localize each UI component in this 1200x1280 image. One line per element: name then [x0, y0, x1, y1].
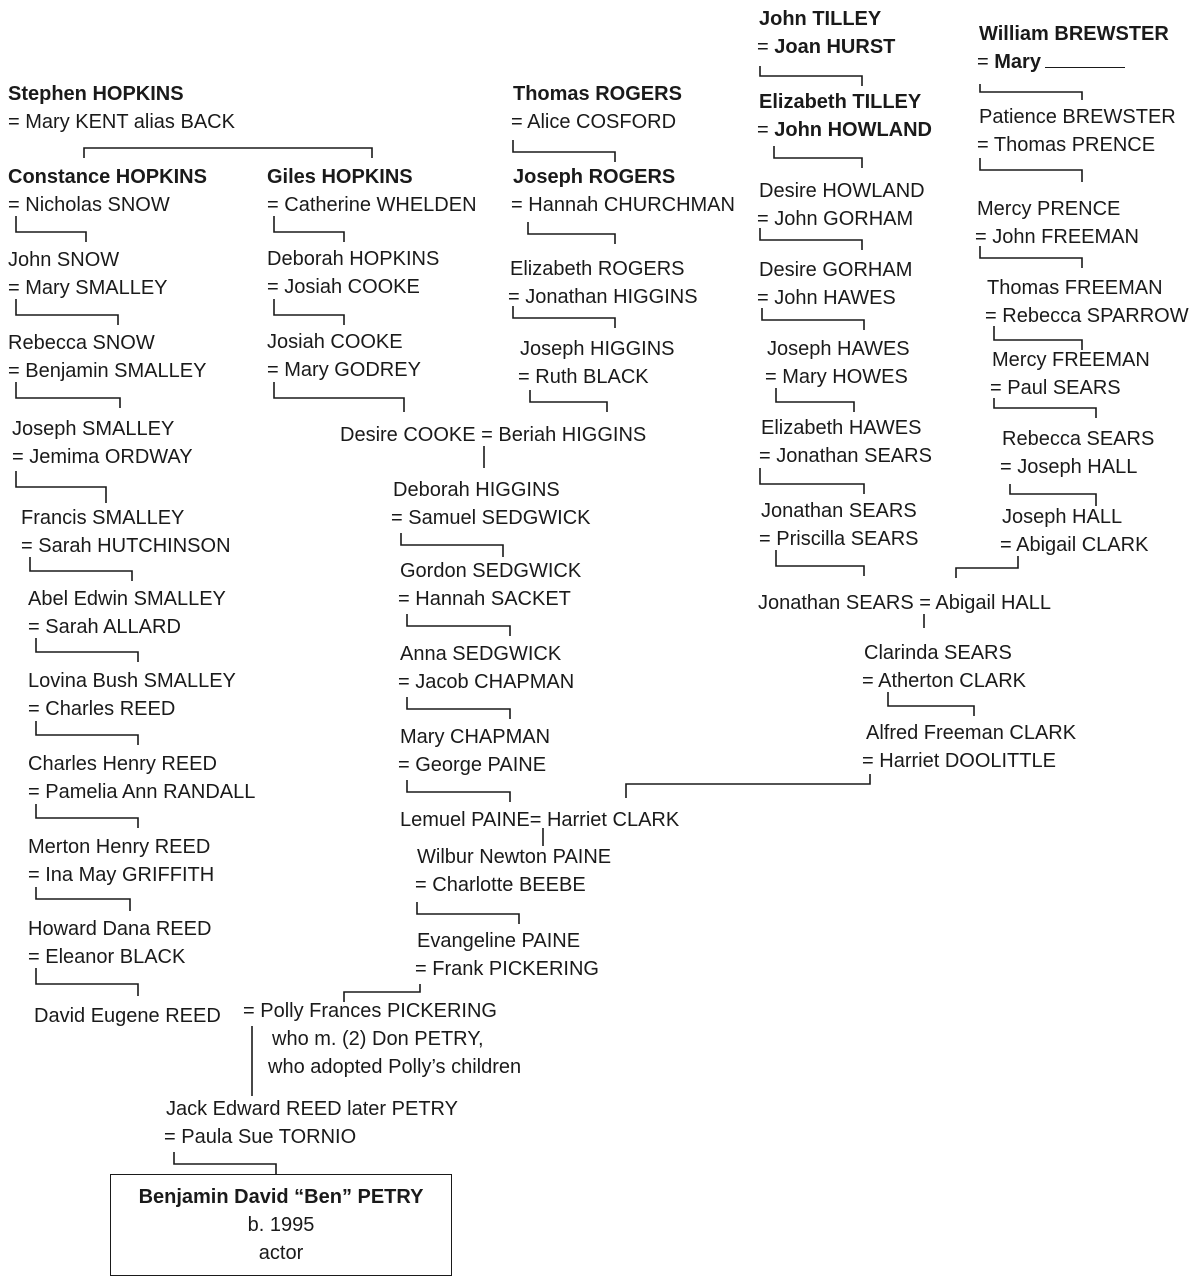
mary-godrey-name: Mary GODREY	[284, 359, 421, 381]
marriage-sign: =	[398, 671, 410, 693]
charles-reed	[28, 697, 175, 721]
sarah-allard	[28, 615, 181, 639]
gordon-sedgwick: Gordon SEDGWICK	[400, 560, 582, 582]
jemima-ordway-name: Jemima ORDWAY	[29, 446, 193, 468]
mary-brewster	[977, 50, 1125, 74]
jonathan-sears-3-name: Jonathan SEARS	[758, 592, 914, 614]
harriet-doolittle-name: Harriet DOOLITTLE	[879, 750, 1056, 772]
marriage-sign: =	[975, 226, 987, 248]
john-freeman	[975, 225, 1139, 249]
marriage-sign: =	[243, 1000, 255, 1022]
polly-adoption-note: who adopted Polly’s children	[268, 1056, 522, 1078]
marriage-sign: =	[757, 119, 769, 141]
john-hawes	[757, 286, 896, 310]
jonathan-sears-2: Jonathan SEARS	[761, 500, 917, 522]
atherton-clark	[862, 669, 1026, 693]
john-howland-name: John HOWLAND	[774, 119, 933, 141]
joan-hurst-name: Joan HURST	[774, 36, 896, 58]
jonathan-higgins	[508, 285, 698, 309]
josiah-cooke-2: Josiah COOKE	[267, 331, 403, 353]
marriage-sign: =	[8, 111, 20, 133]
subject-box	[110, 1174, 452, 1276]
thomas-prence	[977, 133, 1155, 157]
ina-may-griffith	[28, 863, 214, 887]
catherine-whelden	[267, 193, 477, 217]
marriage-sign: =	[977, 51, 989, 73]
josiah-cooke-1	[267, 275, 420, 299]
charles-henry-reed: Charles Henry REED	[28, 753, 217, 775]
benjamin-smalley-name: Benjamin SMALLEY	[25, 360, 207, 382]
marriage-sign: =	[759, 445, 771, 467]
paula-sue-tornio-name: Paula Sue TORNIO	[181, 1126, 357, 1148]
subject-name: Benjamin David “Ben” PETRY	[138, 1186, 424, 1208]
alice-cosford-name: Alice COSFORD	[527, 111, 677, 133]
pamelia-ann-randall-name: Pamelia Ann RANDALL	[45, 781, 256, 803]
priscilla-sears-name: Priscilla SEARS	[776, 528, 919, 550]
polly-remarriage-note: who m. (2) Don PETRY,	[272, 1028, 484, 1050]
mary-kent-name: Mary KENT alias BACK	[25, 111, 235, 133]
marriage-sign: =	[862, 670, 874, 692]
deborah-higgins: Deborah HIGGINS	[393, 479, 560, 501]
marriage-sign: =	[398, 588, 410, 610]
sarah-hutchinson	[21, 534, 231, 558]
hannah-sacket	[398, 587, 571, 611]
mary-howes-name: Mary HOWES	[782, 366, 908, 388]
joseph-smalley: Joseph SMALLEY	[12, 418, 175, 440]
john-freeman-name: John FREEMAN	[992, 226, 1139, 248]
david-eugene-reed: David Eugene REED	[34, 1005, 221, 1027]
marriage-sign: =	[977, 134, 989, 156]
jacob-chapman	[398, 670, 574, 694]
beriah-higgins-name: Beriah HIGGINS	[498, 424, 647, 446]
marriage-sign: =	[765, 366, 777, 388]
anna-sedgwick: Anna SEDGWICK	[400, 643, 562, 665]
lemuel-paine-harriet-clark	[400, 808, 679, 832]
jack-edward-reed: Jack Edward REED later PETRY	[166, 1098, 458, 1120]
marriage-sign: =	[508, 286, 520, 308]
hannah-churchman	[511, 193, 735, 217]
marriage-sign: =	[267, 276, 279, 298]
charlotte-beebe	[415, 873, 586, 897]
marriage-sign: =	[990, 377, 1002, 399]
merton-henry-reed: Merton Henry REED	[28, 836, 211, 858]
marriage-sign: =	[391, 507, 403, 529]
george-paine-name: George PAINE	[415, 754, 547, 776]
howard-dana-reed: Howard Dana REED	[28, 918, 212, 940]
mary-smalley	[8, 276, 168, 300]
catherine-whelden-name: Catherine WHELDEN	[284, 194, 477, 216]
mary-brewster-name: Mary	[994, 51, 1041, 73]
paula-sue-tornio	[164, 1125, 356, 1149]
hannah-churchman-name: Hannah CHURCHMAN	[528, 194, 735, 216]
george-paine	[398, 753, 546, 777]
lemuel-paine-name: Lemuel PAINE	[400, 809, 530, 831]
joseph-hall-1-name: Joseph HALL	[1017, 456, 1138, 478]
wilbur-newton-paine: Wilbur Newton PAINE	[417, 846, 612, 868]
ruth-black-name: Ruth BLACK	[535, 366, 649, 388]
marriage-sign: =	[985, 305, 997, 327]
marriage-sign: =	[415, 874, 427, 896]
marriage-sign: =	[267, 359, 279, 381]
polly-frances-pickering	[243, 999, 497, 1023]
priscilla-sears	[759, 527, 919, 551]
stephen-hopkins: Stephen HOPKINS	[8, 83, 184, 105]
alice-cosford	[511, 110, 676, 134]
samuel-sedgwick	[391, 506, 591, 530]
joseph-hall-2: Joseph HALL	[1002, 506, 1123, 528]
eleanor-black	[28, 945, 185, 969]
mercy-prence: Mercy PRENCE	[977, 198, 1121, 220]
rebecca-sears: Rebecca SEARS	[1002, 428, 1155, 450]
atherton-clark-name: Atherton CLARK	[878, 670, 1026, 692]
marriage-sign: =	[398, 754, 410, 776]
mary-smalley-name: Mary SMALLEY	[25, 277, 168, 299]
abigail-clark	[1000, 533, 1148, 557]
francis-smalley: Francis SMALLEY	[21, 507, 185, 529]
marriage-sign: =	[28, 616, 40, 638]
marriage-sign: =	[759, 528, 771, 550]
john-howland	[757, 118, 932, 142]
marriage-sign: =	[919, 592, 931, 614]
paul-sears-name: Paul SEARS	[1007, 377, 1121, 399]
marriage-sign: =	[481, 424, 493, 446]
nicholas-snow-name: Nicholas SNOW	[25, 194, 170, 216]
william-brewster: William BREWSTER	[979, 23, 1169, 45]
marriage-sign: =	[862, 750, 874, 772]
john-gorham	[757, 207, 913, 231]
abel-edwin-smalley: Abel Edwin SMALLEY	[28, 588, 226, 610]
abigail-clark-name: Abigail CLARK	[1016, 534, 1149, 556]
abigail-hall-name: Abigail HALL	[935, 592, 1051, 614]
patience-brewster: Patience BREWSTER	[979, 106, 1176, 128]
joseph-hawes: Joseph HAWES	[767, 338, 910, 360]
marriage-sign: =	[1000, 456, 1012, 478]
frank-pickering-name: Frank PICKERING	[432, 958, 599, 980]
marriage-sign: =	[518, 366, 530, 388]
lovina-bush-smalley: Lovina Bush SMALLEY	[28, 670, 236, 692]
charlotte-beebe-name: Charlotte BEEBE	[432, 874, 586, 896]
hannah-sacket-name: Hannah SACKET	[415, 588, 571, 610]
marriage-sign: =	[28, 781, 40, 803]
marriage-sign: =	[267, 194, 279, 216]
marriage-sign: =	[8, 277, 20, 299]
mary-chapman: Mary CHAPMAN	[400, 726, 551, 748]
marriage-sign: =	[757, 36, 769, 58]
marriage-sign: =	[757, 208, 769, 230]
rebecca-sparrow-name: Rebecca SPARROW	[1002, 305, 1189, 327]
joseph-rogers: Joseph ROGERS	[513, 166, 676, 188]
john-tilley: John TILLEY	[759, 8, 882, 30]
joseph-hall-1	[1000, 455, 1137, 479]
joseph-higgins: Joseph HIGGINS	[520, 338, 675, 360]
harriet-clark-name: Harriet CLARK	[546, 809, 680, 831]
john-hawes-name: John HAWES	[774, 287, 896, 309]
evangeline-paine: Evangeline PAINE	[417, 930, 581, 952]
deborah-hopkins: Deborah HOPKINS	[267, 248, 440, 270]
marriage-sign: =	[21, 535, 33, 557]
frank-pickering	[415, 957, 599, 981]
jemima-ordway	[12, 445, 193, 469]
mercy-freeman: Mercy FREEMAN	[992, 349, 1150, 371]
marriage-sign: =	[415, 958, 427, 980]
desire-gorham: Desire GORHAM	[759, 259, 913, 281]
polly-frances-pickering-name: Polly Frances PICKERING	[260, 1000, 497, 1022]
eleanor-black-name: Eleanor BLACK	[45, 946, 186, 968]
john-snow: John SNOW	[8, 249, 120, 271]
charles-reed-name: Charles REED	[45, 698, 176, 720]
benjamin-smalley	[8, 359, 206, 383]
marriage-sign: =	[529, 809, 542, 831]
josiah-cooke-1-name: Josiah COOKE	[284, 276, 420, 298]
jonathan-higgins-name: Jonathan HIGGINS	[525, 286, 698, 308]
desire-howland: Desire HOWLAND	[759, 180, 925, 202]
pamelia-ann-randall	[28, 780, 255, 804]
subject-occupation: actor	[258, 1242, 304, 1264]
desire-cooke-beriah-higgins	[340, 423, 646, 447]
mary-howes	[765, 365, 908, 389]
mary-godrey	[267, 358, 421, 382]
sarah-hutchinson-name: Sarah HUTCHINSON	[38, 535, 231, 557]
nicholas-snow	[8, 193, 170, 217]
ruth-black	[518, 365, 649, 389]
harriet-doolittle	[862, 749, 1056, 773]
marriage-sign: =	[8, 360, 20, 382]
elizabeth-tilley: Elizabeth TILLEY	[759, 91, 922, 113]
rebecca-snow: Rebecca SNOW	[8, 332, 155, 354]
alfred-freeman-clark: Alfred Freeman CLARK	[866, 722, 1077, 744]
john-gorham-name: John GORHAM	[774, 208, 914, 230]
marriage-sign: =	[28, 864, 40, 886]
marriage-sign: =	[164, 1126, 176, 1148]
jacob-chapman-name: Jacob CHAPMAN	[415, 671, 575, 693]
subject-birth: b. 1995	[247, 1214, 315, 1236]
marriage-sign: =	[28, 946, 40, 968]
paul-sears	[990, 376, 1121, 400]
sarah-allard-name: Sarah ALLARD	[45, 616, 181, 638]
thomas-rogers: Thomas ROGERS	[513, 83, 682, 105]
samuel-sedgwick-name: Samuel SEDGWICK	[408, 507, 591, 529]
marriage-sign: =	[28, 698, 40, 720]
desire-cooke-name: Desire COOKE	[340, 424, 476, 446]
unknown-surname-blank	[1045, 52, 1125, 68]
marriage-sign: =	[511, 111, 523, 133]
jonathan-sears-abigail-hall	[758, 591, 1051, 615]
joan-hurst	[757, 35, 895, 59]
marriage-sign: =	[511, 194, 523, 216]
elizabeth-rogers: Elizabeth ROGERS	[510, 258, 685, 280]
giles-hopkins: Giles HOPKINS	[267, 166, 413, 188]
thomas-prence-name: Thomas PRENCE	[993, 134, 1156, 156]
constance-hopkins: Constance HOPKINS	[8, 166, 207, 188]
marriage-sign: =	[12, 446, 24, 468]
rebecca-sparrow	[985, 304, 1189, 328]
mary-kent	[8, 110, 235, 134]
jonathan-sears-1-name: Jonathan SEARS	[776, 445, 932, 467]
jonathan-sears-1	[759, 444, 932, 468]
elizabeth-hawes: Elizabeth HAWES	[761, 417, 922, 439]
thomas-freeman: Thomas FREEMAN	[987, 277, 1163, 299]
marriage-sign: =	[757, 287, 769, 309]
marriage-sign: =	[1000, 534, 1012, 556]
clarinda-sears: Clarinda SEARS	[864, 642, 1012, 664]
marriage-sign: =	[8, 194, 20, 216]
ina-may-griffith-name: Ina May GRIFFITH	[45, 864, 215, 886]
